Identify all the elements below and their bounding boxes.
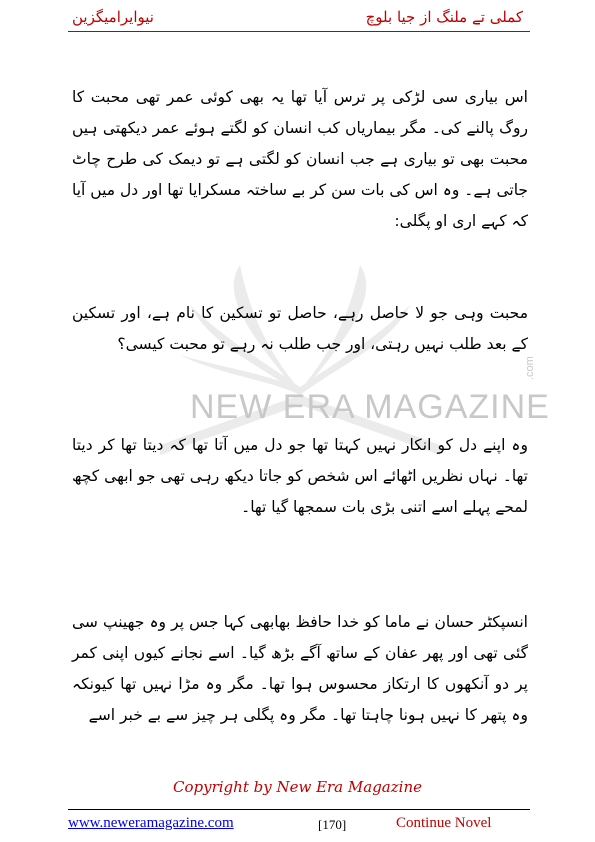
magazine-name-header: نیوایرامیگزین	[72, 8, 154, 26]
watermark-domain: .com	[524, 356, 536, 380]
watermark-text: NEW ERA MAGAZINE	[190, 388, 550, 426]
footer-divider	[68, 809, 530, 810]
copyright-notice: Copyright by New Era Magazine	[173, 778, 422, 796]
page-number: [170]	[318, 817, 347, 832]
website-link[interactable]: www.neweramagazine.com	[68, 815, 234, 831]
continue-novel-label: Continue Novel	[396, 815, 492, 831]
story-paragraph: محبت وہی جو لا حاصل رہے، حاصل تو تسکین کا نام ہے، اور تسکین کے بعد طلب نہیں رہتی، اور جب طلب نہ رہے تو محبت کیسی؟	[72, 304, 528, 353]
novel-title-header: کملی تے ملنگ از جیا بلوچ	[365, 8, 523, 26]
story-paragraph: وہ اپنے دل کو انکار نہیں کہتا تھا جو دل میں آتا تھا کہ دیتا تھا کر دیتا تھا۔ نہاں نظریں اٹھائے اس شخص کو جاتا دیکھ رہی تھی جو ابھی کچھ لمحے پہلے اسے اتنی بڑی بات سمجھا گیا تھا۔	[72, 436, 528, 516]
story-paragraph: اس بیاری سی لڑکی پر ترس آیا تھا یہ بھی کوئی عمر تھی محبت کا روگ پالنے کی۔ مگر بیماریاں کب انسان کو لگتے ہوئے عمر دیکھتی ہیں محبت بھی تو بیاری ہے جب انسان کو لگتی ہے تو دیمک کی طرح چاٹ جاتی ہے۔ وہ اس کی بات سن کر بے ساختہ مسکرایا تھا اور دل میں آیا کہ کہے اری او پگلی:	[72, 88, 528, 230]
header-divider	[68, 31, 530, 32]
story-paragraph: انسپکٹر حسان نے ماما کو خدا حافظ بھابھی کہا جس پر وہ جھینپ سی گئی تھی اور پھر عفان کے ساتھ آگے بڑھ گیا۔ اسے نجانے کیوں اپنی کمر پر دو آنکھوں کا ارتکاز محسوس ہوا تھا۔ مگر وہ مڑا نہیں تھا کیونکہ وہ پتھر کا نہیں ہونا چاہتا تھا۔ مگر وہ پگلی ہر چیز سے بے خبر اسے	[72, 613, 528, 724]
